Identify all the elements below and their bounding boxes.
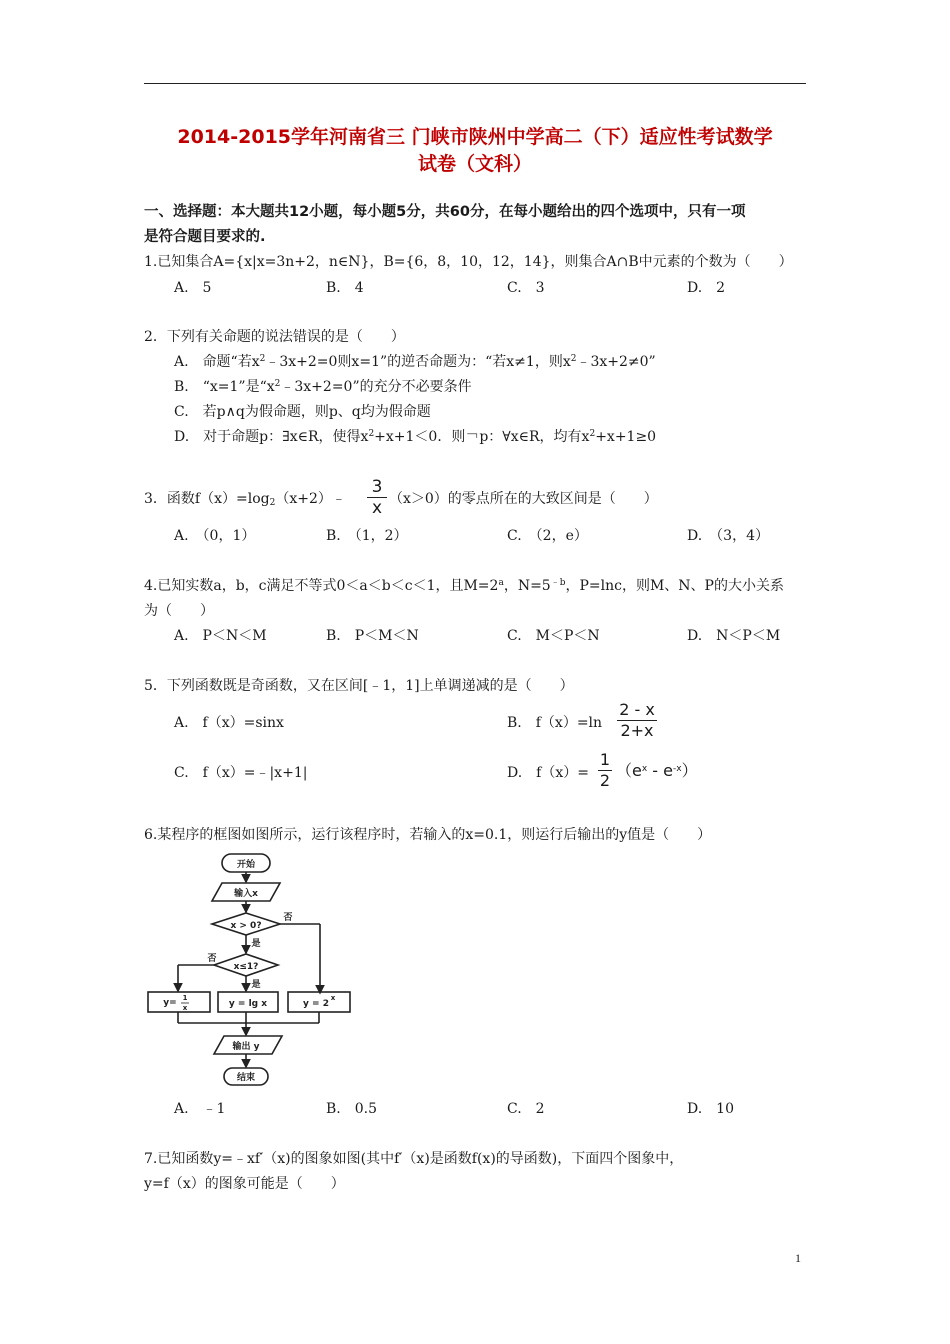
q4-option-b: B. P＜M＜N	[326, 628, 419, 644]
flow-no2-label: 否	[207, 954, 217, 964]
section-heading-1: 一、选择题：本大题共12小题，每小题5分，共60分，在每小题给出的四个选项中，只有一项	[144, 204, 746, 220]
flow-yes2-label: 是	[251, 980, 261, 990]
flow-cond1-label: x > 0?	[230, 921, 262, 931]
flow-start-label: 开始	[236, 860, 256, 870]
q3-option-c: C. （2，e）	[507, 528, 588, 544]
header-rule	[144, 83, 806, 84]
q5-option-d-expression: $(e^x - e^{-x})$	[616, 761, 698, 780]
q2-option-d: D. 对于命题p：∃x∈R，使得$x^2+x+1<0$．则￢p：∀x∈R，均有$x^2+x+1\ge 0$	[174, 429, 657, 445]
q2-option-c: C. 若p∧q为假命题，则p、q均为假命题	[174, 404, 431, 420]
page-number: 1	[795, 1251, 801, 1265]
flow-output-label: 输出 y	[232, 1042, 260, 1052]
q4-stem-line2: 为（ ）	[144, 603, 214, 619]
q5-option-a: A. f（x）=sinx	[174, 715, 284, 731]
flow-box-right-sup: x	[330, 994, 336, 1002]
flow-box-left-label: y=	[163, 998, 177, 1008]
q6-option-c: C. 2	[507, 1101, 545, 1117]
flow-box-left-den: x	[182, 1004, 188, 1012]
q3-option-d: D. （3，4）	[687, 528, 769, 544]
q1-option-a: A. 5	[174, 280, 212, 296]
flow-end-label: 结束	[236, 1073, 256, 1083]
q2-option-b: B. “x=1”是“$x^2﹣3x+2=0$”的充分不必要条件	[174, 379, 472, 395]
exam-title	[144, 124, 806, 178]
q5-option-d-fraction: 1 2	[599, 750, 611, 790]
flow-box-left	[148, 992, 210, 1012]
q6-stem: 6.某程序的框图如图所示，运行该程序时，若输入的x=0.1，则运行后输出的y值是（ ）	[144, 827, 712, 843]
flow-box-left-num: 1	[182, 994, 188, 1002]
q7-stem-line1: 7.已知函数y=﹣xf′（x)的图象如图(其中f′（x)是函数f(x)的导函数)，下面四个图象中，	[144, 1151, 684, 1167]
q2-option-a: A. 命题“若$x^2﹣3x+2=0$则x=1”的逆否命题为：“若x≠1，则$x^2﹣3x+2\ne 0$”	[174, 354, 656, 370]
q1-stem: 1.已知集合A={x|x=3n+2，n∈N}，B={6，8，10，12，14}，则集合A∩B中元素的个数为（ ）	[144, 254, 793, 270]
q3-stem-b: （x＞0）的零点所在的大致区间是（ ）	[389, 491, 658, 507]
title-line-2: 试卷（文科）	[417, 153, 532, 175]
q7-stem-line2: y=f（x）的图象可能是（ ）	[144, 1176, 345, 1192]
flow-input-label: 输入x	[234, 889, 258, 899]
q3-stem-a: 3．函数$f(x)=\log_2(x+2)﹣$	[144, 491, 346, 508]
q4-option-d: D. N＜P＜M	[687, 628, 781, 644]
q1-option-b: B. 4	[326, 280, 364, 296]
q1-option-d: D. 2	[687, 280, 726, 296]
flow-box-right-label: y = 2	[303, 999, 329, 1009]
q3-option-a: A. （0，1）	[174, 528, 256, 544]
q1-option-c: C. 3	[507, 280, 545, 296]
q3-option-b: B. （1，2）	[326, 528, 408, 544]
program-flowchart	[140, 848, 360, 1088]
q6-option-b: B. 0.5	[326, 1101, 378, 1117]
q6-option-a: A. ﹣1	[174, 1101, 226, 1117]
flow-yes1-label: 是	[251, 939, 261, 949]
flow-box-mid-label: y = lg x	[228, 999, 268, 1009]
q5-stem: 5．下列函数既是奇函数，又在区间[﹣1，1]上单调递减的是（ ）	[144, 678, 574, 694]
q2-stem: 2．下列有关命题的说法错误的是（ ）	[144, 329, 405, 345]
q4-option-a: A. P＜N＜M	[174, 628, 267, 644]
q4-stem-line1: 4.已知实数a，b，c满足不等式0＜a＜b＜c＜1，且$M=2^a$，$N=5^{﹣b}$，P=lnc，则M、N、P的大小关系	[144, 578, 784, 594]
flow-cond2-label: x≤1?	[233, 962, 259, 972]
section-heading-2: 是符合题目要求的.	[144, 229, 266, 245]
q5-option-c: C. f（x）=﹣|x+1|	[174, 765, 308, 781]
flow-no1-label: 否	[283, 913, 293, 923]
q4-option-c: C. M＜P＜N	[507, 628, 600, 644]
title-line-1: 2014-2015学年河南省三 门峡市陕州中学高二（下）适应性考试数学	[177, 126, 773, 148]
q5-option-d: D. f（x）=	[507, 765, 589, 781]
q6-option-d: D. 10	[687, 1101, 734, 1117]
q5-option-b-fraction: 2 - x 2+x	[617, 700, 657, 741]
q3-fraction: 3 x	[367, 477, 387, 518]
q5-option-b: B. f（x）=ln	[507, 715, 603, 731]
